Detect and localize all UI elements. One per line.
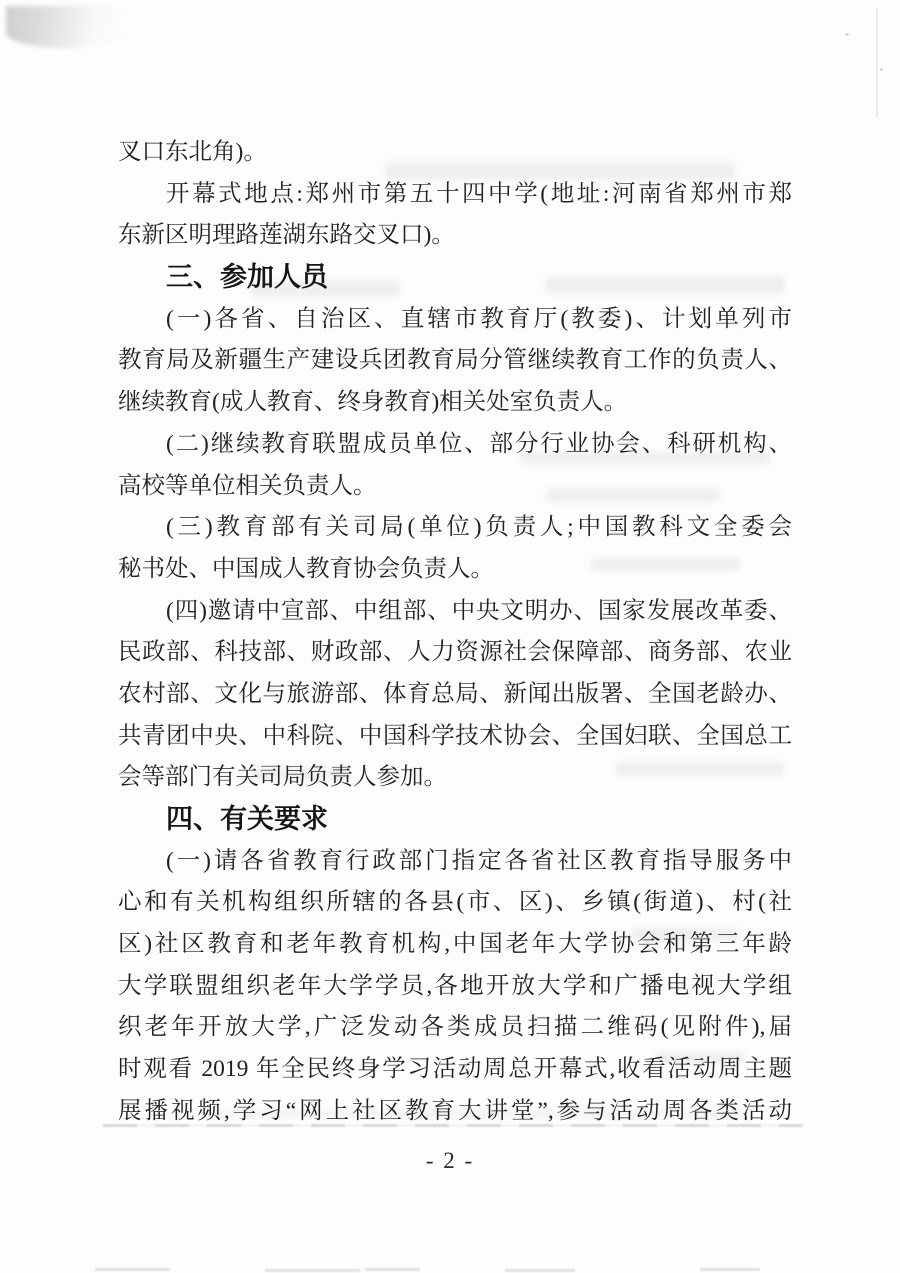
text-line: 共青团中央、中科院、中国科学技术协会、全国妇联、全国总工 xyxy=(118,722,792,749)
text-line: 叉口东北角)。 xyxy=(118,139,267,165)
text-line: 会等部门有关司局负责人参加。 xyxy=(118,764,447,791)
text-line: (一)各省、自治区、直辖市教育厅(教委)、计划单列市 xyxy=(166,305,792,332)
scan-bottom-mark xyxy=(95,1268,170,1271)
text-line: 教育局及新疆生产建设兵团教育局分管继续教育工作的负责人、 xyxy=(118,347,792,374)
text-line: (一)请各省教育行政部门指定各省社区教育指导服务中 xyxy=(166,847,792,874)
text-line: 开幕式地点:郑州市第五十四中学(地址:河南省郑州市郑 xyxy=(166,180,792,207)
text-line: 织老年开放大学,广泛发动各类成员扫描二维码(见附件),届 xyxy=(118,1014,792,1041)
scan-corner-smudge xyxy=(6,6,166,48)
text-line: 大学联盟组织老年大学学员,各地开放大学和广播电视大学组 xyxy=(118,972,792,999)
scan-bottom-mark xyxy=(505,1269,575,1272)
page-number: - 2 - xyxy=(425,1148,475,1173)
text-line: (二)继续教育联盟成员单位、部分行业协会、科研机构、 xyxy=(166,430,792,457)
scan-speck xyxy=(845,33,849,36)
section-heading: 四、有关要求 xyxy=(166,804,328,834)
scan-bottom-mark xyxy=(700,1268,760,1271)
text-line: 继续教育(成人教育、终身教育)相关处室负责人。 xyxy=(118,389,628,416)
text-line: 心和有关机构组织所辖的各县(市、区)、乡镇(街道)、村(社 xyxy=(118,889,792,916)
text-line: (四)邀请中宣部、中组部、中央文明办、国家发展改革委、 xyxy=(166,597,792,624)
scan-speck xyxy=(880,68,883,71)
text-line: 时观看 2019 年全民终身学习活动周总开幕式,收看活动周主题 xyxy=(118,1056,792,1083)
scan-edge-line xyxy=(876,8,878,118)
text-line: 区)社区教育和老年教育机构,中国老年大学协会和第三年龄 xyxy=(118,931,792,958)
document-body xyxy=(118,132,792,1133)
section-heading: 三、参加人员 xyxy=(166,262,328,293)
text-line: 农村部、文化与旅游部、体育总局、新闻出版署、全国老龄办、 xyxy=(118,680,792,707)
scan-bottom-mark xyxy=(265,1269,360,1272)
text-line: 高校等单位相关负责人。 xyxy=(118,472,377,499)
scan-bottom-mark xyxy=(365,1268,420,1271)
text-line: 东新区明理路莲湖东路交叉口)。 xyxy=(118,222,455,249)
text-line: (三)教育部有关司局(单位)负责人;中国教科文全委会 xyxy=(166,514,792,541)
text-line: 民政部、科技部、财政部、人力资源社会保障部、商务部、农业 xyxy=(118,639,792,666)
text-line: 展播视频,学习“网上社区教育大讲堂”,参与活动周各类活动 xyxy=(118,1097,792,1124)
text-line: 秘书处、中国成人教育协会负责人。 xyxy=(118,555,494,582)
